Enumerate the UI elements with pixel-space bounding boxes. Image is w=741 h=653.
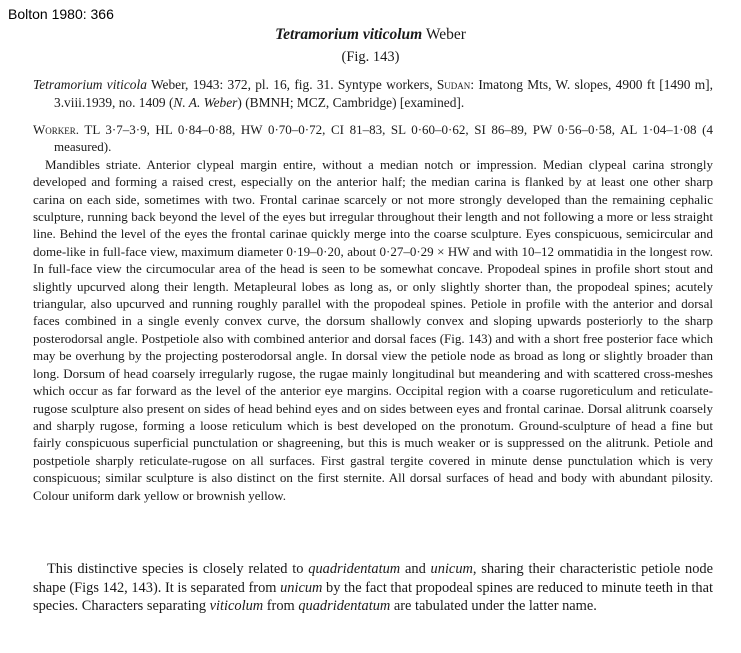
synonymy-country: Sudan — [436, 77, 471, 92]
discussion-text: by the fact that propodeal spines are reduced to minute teeth in that species. Characters separating — [33, 579, 713, 614]
discussion-italic: viticolum — [209, 598, 264, 614]
figure-reference: (Fig. 143) — [341, 49, 400, 65]
discussion-text: , sharing their characteristic petiole node shape (Figs 142, 143). It is separated from — [33, 561, 713, 596]
discussion-italic: quadridentatum — [308, 561, 401, 577]
synonymy-paragraph — [33, 76, 713, 112]
discussion-text: are tabulated under the latter name. — [390, 598, 597, 614]
discussion-text: from — [263, 598, 299, 614]
source-label: Bolton 1980: 366 — [8, 6, 114, 22]
worker-section — [33, 121, 713, 504]
synonymy-text-1: Weber, 1943: 372, pl. 16, fig. 31. Syntype workers, — [146, 77, 437, 92]
synonymy-text-3: ) (BMNH; MCZ, Cambridge) [examined]. — [237, 95, 465, 110]
synonymy-collector: N. A. Weber — [173, 95, 238, 110]
discussion-paragraph — [33, 560, 713, 616]
species-heading — [0, 26, 741, 44]
discussion-italic: unicum — [430, 561, 473, 577]
discussion-italic: quadridentatum — [298, 598, 391, 614]
worker-measurements — [33, 121, 713, 156]
worker-label: Worker — [33, 122, 76, 137]
discussion-italic: unicum — [280, 579, 323, 596]
species-author: Weber — [422, 26, 466, 43]
discussion-text: and — [400, 561, 431, 577]
worker-measurement-values: . TL 3·7–3·9, HL 0·84–0·88, HW 0·70–0·72, CI 81–83, SL 0·60–0·62, SI 86–89, PW 0·56–0·58, AL 1·04–1·08 (4 measured). — [54, 122, 713, 155]
discussion-text: This distinctive species is closely related to — [47, 561, 309, 577]
synonym-name: Tetramorium viticola — [33, 77, 147, 92]
species-name: Tetramorium viticolum — [275, 26, 423, 43]
synonymy-text-2: : Imatong Mts, W. slopes, 4900 ft [1490 m], 3.viii.1939, no. 1409 ( — [54, 77, 713, 110]
worker-description: Mandibles striate. Anterior clypeal margin entire, without a median notch or impression. Median clypeal carina strongly developed and forming a raised crest, especially on the anterior half; the median carina is flanked by at least one other sharp carina on each side, sometimes with two. Frontal carinae scarcely or not more strongly developed than the remaining cephalic sculpture, running back beyond the level of the eyes but irregular throughout their length and not following a more or less straight line. Behind the level of the eyes the frontal carinae quickly merge into the coarse sculpture. Eyes conspicuous, semicircular and dome-like in full-face view, maximum diameter 0·19–0·20, about 0·27–0·29 × HW and with 10–12 ommatidia in the longest row. In full-face view the circumocular area of the head is seen to be somewhat concave. Propodeal spines in profile short stout and slightly upcurved along their length. Metapleural lobes as long as, or only slightly shorter than, the propodeal spines; acutely triangular, also upcurved and running roughly parallel with the propodeal spines. Petiole in profile with the anterior and dorsal faces combined in a single evenly convex curve, the dorsum shallowly convex and sloping upwards posteriorly to the sharp posterodorsal angle. Postpetiole also with combined anterior and dorsal faces (Fig. 143) and with a short free posterior face which may be overhung by the projecting posterodorsal angle. In dorsal view the petiole node as broad as long or slightly broader than long. Dorsum of head coarsely irregularly rugose, the rugae mainly longitudinal but meandering and with scattered cross-meshes which occur as far forward as the level of the anterior eye margins. Occipital region with a coarse rugoreticulum and reticulate-rugose sculpture also present on sides of head behind eyes and on sides between eyes and frontal carinae. Dorsal alitrunk coarsely and sharply rugose, forming a loose reticulum which is best developed on the pronotum. Ground-sculpture of head a fine but fairly conspicuous superficial punctulation or shagreening, but this is much weaker or is suppressed on the alitrunk. Petiole and postpetiole sharply reticulate-rugose on all surfaces. First gastral tergite covered in minute dense punctulation which is very conspicuous; similar sculpture is also distinct on the first sternite. All dorsal surfaces of head and body with abundant pilosity. Colour uniform dark yellow or brownish yellow. — [33, 156, 713, 503]
